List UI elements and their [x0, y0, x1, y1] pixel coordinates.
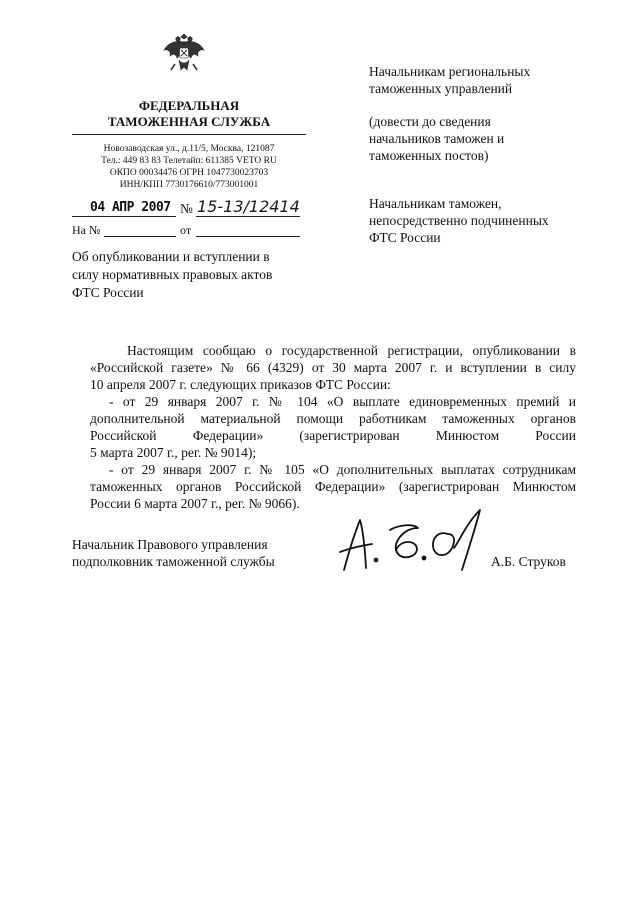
signatory-title-line2: подполковник таможенной службы [72, 554, 275, 569]
body-item1-line3: Российской Федерации» (зарегистрирован Минюстом России [90, 428, 576, 443]
header-divider [72, 134, 306, 135]
recipient2-line3: таможенных постов) [369, 148, 489, 163]
recipient1-line1: Начальникам региональных [369, 64, 531, 79]
recipient1-line2: таможенных управлений [369, 81, 513, 96]
body-p1-line1: Настоящим сообщаю о государственной регистрации, опубликовании в [127, 343, 576, 358]
number-line [196, 216, 300, 217]
body-item1-line4: 5 марта 2007 г., рег. № 9014); [90, 445, 257, 460]
recipient2-line1: (довести до сведения [369, 114, 491, 129]
signatory-name: А.Б. Струков [491, 554, 566, 569]
ref-line [104, 236, 176, 237]
date-line [72, 216, 176, 217]
date-stamp: 04 АПР 2007 [90, 200, 171, 215]
body-p1-line2: «Российской газете» № 66 (4329) от 30 марта 2007 г. и вступлении в силу [90, 360, 576, 375]
number-label: № [180, 201, 193, 216]
inn-kpp: ИНН/КПП 7730176610/773001001 [119, 180, 259, 190]
body-item2-line2: таможенных органов Российской Федерации» (зарегистрирован Минюстом [90, 479, 576, 494]
subject-line3: ФТС России [72, 285, 144, 300]
body-item1-line2: дополнительной материальной помощи работникам таможенных органов [90, 411, 576, 426]
agency-name-line2: ТАМОЖЕННАЯ СЛУЖБА [107, 114, 271, 129]
ref-from-line [196, 236, 300, 237]
address: Новозаводская ул., д.11/5, Москва, 121087 [103, 144, 275, 154]
phone: Тел.: 449 83 83 Телетайп: 611385 VETO RU [101, 156, 277, 166]
subject-line2: силу нормативных правовых актов [72, 267, 273, 282]
body-item2-line3: России 6 марта 2007 г., рег. № 9066). [90, 496, 300, 511]
okpo: ОКПО 00034476 ОГРН 1047730023703 [109, 168, 269, 178]
signatory-title-line1: Начальник Правового управления [72, 537, 268, 552]
ref-label: На № [72, 223, 101, 237]
handwritten-signature [330, 500, 490, 580]
agency-name-line1: ФЕДЕРАЛЬНАЯ [138, 98, 240, 113]
body-p1-line3: 10 апреля 2007 г. следующих приказов ФТС России: [90, 377, 391, 392]
handwritten-number: 15-13/12414 [197, 197, 300, 216]
subject-line1: Об опубликовании и вступлении в [72, 249, 270, 264]
ref-from-label: от [180, 223, 192, 237]
recipient3-line1: Начальникам таможен, [369, 196, 502, 211]
recipient3-line2: непосредственно подчиненных [369, 213, 549, 228]
recipient2-line2: начальников таможен и [369, 131, 505, 146]
double-headed-eagle-emblem [161, 30, 207, 76]
body-item1-line1: - от 29 января 2007 г. № 104 «О выплате единовременных премий и [109, 394, 576, 409]
body-item2-line1: - от 29 января 2007 г. № 105 «О дополнительных выплатах сотрудникам [109, 462, 576, 477]
recipient3-line3: ФТС России [369, 230, 441, 245]
